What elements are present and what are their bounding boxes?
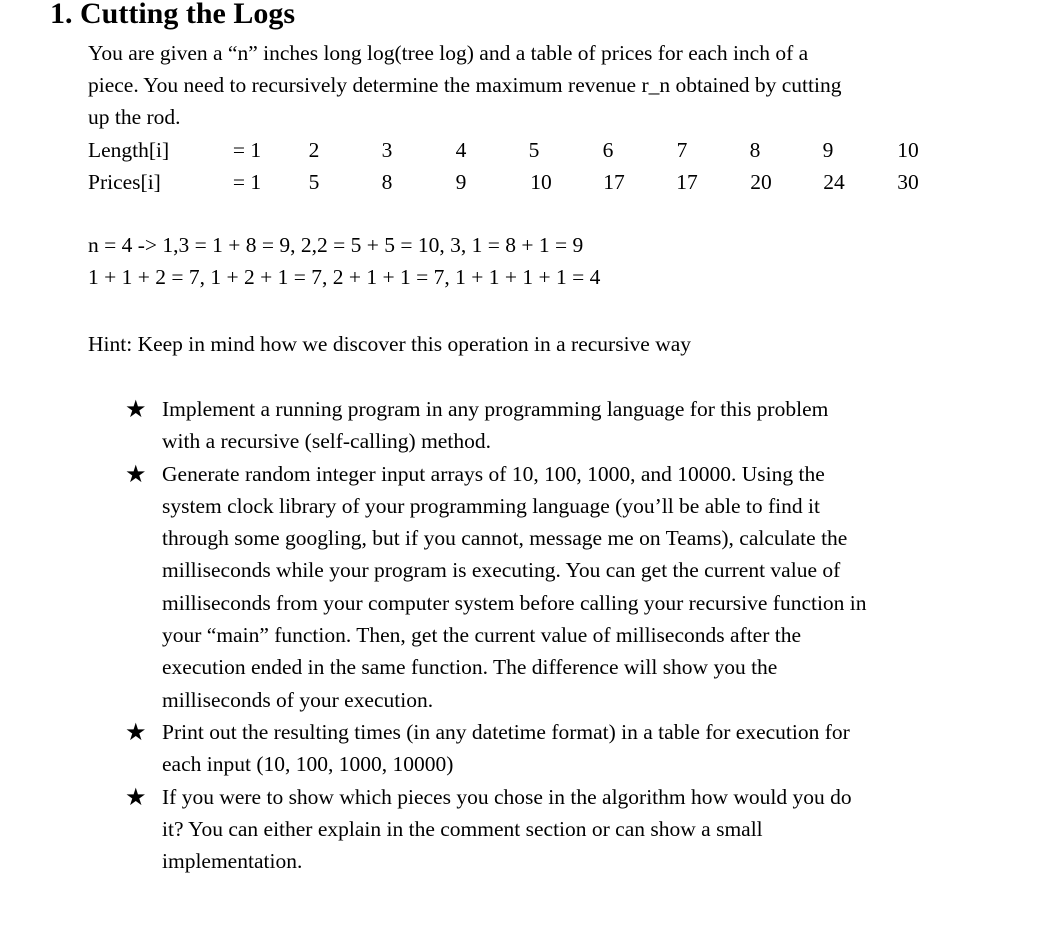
problem-title: 1. Cutting the Logs: [50, 0, 296, 30]
length-cell: 3: [381, 138, 393, 162]
price-cell: 17: [603, 170, 625, 194]
price-cell: 5: [308, 170, 320, 194]
task-line: Implement a running program in any programming language for this problem: [162, 397, 829, 421]
task-line: your “main” function. Then, get the current value of milliseconds after the: [162, 623, 802, 648]
task-item: [125, 781, 1005, 878]
price-cell: 30: [897, 170, 919, 194]
price-cell: 24: [823, 170, 845, 194]
star-icon: ★: [125, 395, 147, 423]
length-row-label: Length[i]: [88, 138, 170, 162]
star-icon: ★: [125, 717, 147, 746]
price-cell: 9: [455, 170, 467, 194]
length-cell: = 1: [232, 138, 262, 162]
task-item: [125, 716, 1005, 781]
length-cell: 6: [602, 138, 614, 162]
intro-line-1: You are given a “n” inches long log(tree log) and a table of prices for each inch of a: [88, 41, 809, 65]
task-line: through some googling, but if you cannot, message me on Teams), calculate the: [162, 526, 848, 551]
length-cell: 2: [308, 138, 320, 162]
task-line: with a recursive (self-calling) method.: [162, 429, 491, 454]
length-cell: 9: [822, 138, 834, 162]
length-cell: 5: [528, 138, 540, 162]
price-cell: 10: [530, 170, 552, 194]
example-line-1: n = 4 -> 1,3 = 1 + 8 = 9, 2,2 = 5 + 5 = 10, 3, 1 = 8 + 1 = 9: [88, 233, 584, 257]
price-cell: 17: [676, 170, 698, 194]
task-line: milliseconds from your computer system before calling your recursive function in: [162, 590, 867, 615]
length-cell: 4: [455, 138, 467, 162]
length-cell: 7: [676, 138, 688, 162]
intro-line-3: up the rod.: [88, 105, 181, 129]
task-line: execution ended in the same function. The difference will show you the: [162, 655, 778, 680]
price-cell: 8: [381, 170, 393, 194]
task-line: If you were to show which pieces you chose in the algorithm how would you do: [162, 784, 852, 809]
task-line: implementation.: [162, 849, 303, 874]
task-line: system clock library of your programming language (you’ll be able to find it: [162, 493, 820, 518]
length-cell: 10: [897, 138, 919, 162]
task-line: Print out the resulting times (in any datetime format) in a table for execution for: [162, 719, 850, 744]
task-line: milliseconds while your program is executing. You can get the current value of: [162, 558, 841, 583]
task-line: Generate random integer input arrays of 10, 100, 1000, and 10000. Using the: [162, 461, 825, 486]
task-line: each input (10, 100, 1000, 10000): [162, 752, 454, 777]
price-row-label: Prices[i]: [88, 170, 161, 194]
task-item: [125, 458, 1005, 716]
hint-text: Hint: Keep in mind how we discover this operation in a recursive way: [88, 332, 692, 356]
length-cell: 8: [749, 138, 761, 162]
task-line: it? You can either explain in the comment section or can show a small: [162, 816, 763, 841]
task-list: [125, 393, 1005, 877]
price-cell: 20: [750, 170, 772, 194]
intro-line-2: piece. You need to recursively determine the maximum revenue r_n obtained by cutting: [88, 73, 842, 97]
price-cell: = 1: [232, 170, 262, 194]
star-icon: ★: [125, 782, 147, 811]
example-line-2: 1 + 1 + 2 = 7, 1 + 2 + 1 = 7, 2 + 1 + 1 = 7, 1 + 1 + 1 + 1 = 4: [88, 265, 601, 289]
star-icon: ★: [125, 459, 147, 488]
task-item: [125, 393, 1005, 458]
task-line: milliseconds of your execution.: [162, 687, 434, 712]
